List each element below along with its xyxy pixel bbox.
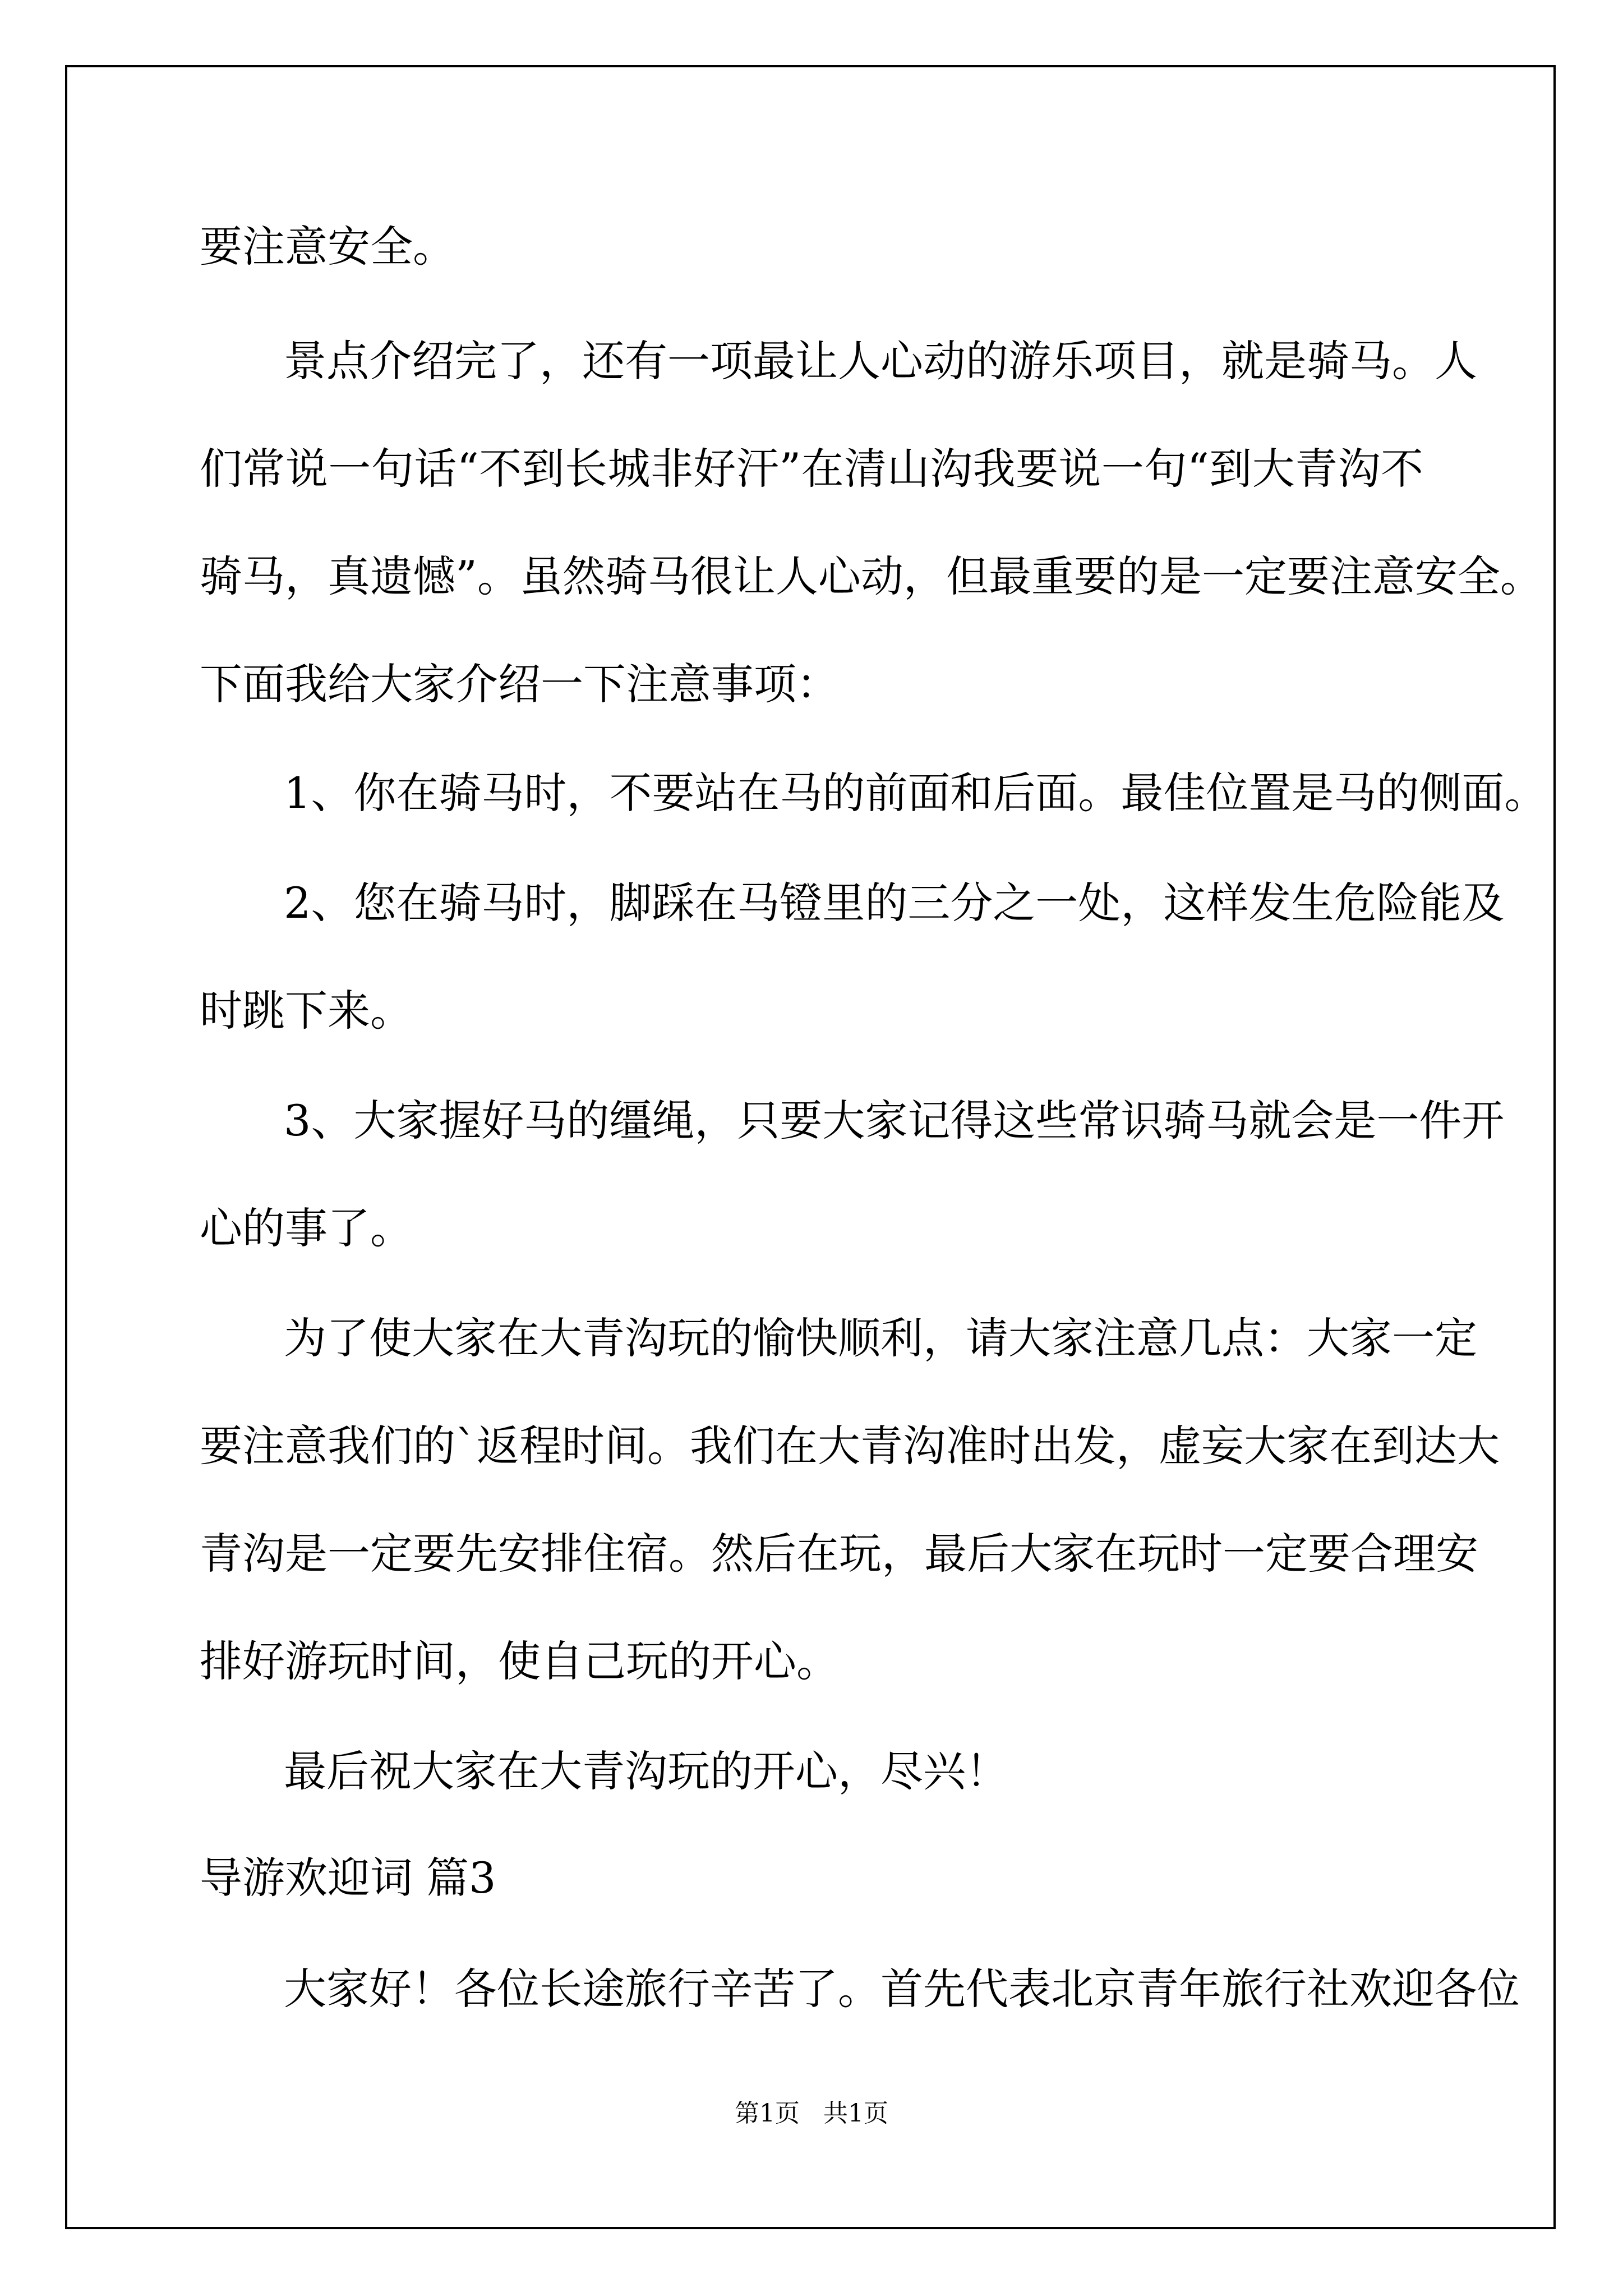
list-item: 3、大家握好马的缰绳，只要大家记得这些常识骑马就会是一件开: [284, 1096, 1505, 1145]
list-item: 2、您在骑马时，脚踩在马镫里的三分之一处，这样发生危险能及: [284, 878, 1505, 928]
paragraph-line: 排好游玩时间，使自己玩的开心。: [200, 1636, 839, 1686]
paragraph-line: 骑马，真遗憾”。虽然骑马很让人心动，但最重要的是一定要注意安全。: [200, 551, 1543, 601]
section-heading: 导游欢迎词 篇3: [200, 1853, 496, 1903]
list-item-continuation: 时跳下来。: [200, 986, 413, 1036]
paragraph-line: 们常说一句话“不到长城非好汗”在清山沟我要说一句“到大青沟不: [200, 444, 1423, 494]
text-line: 要注意安全。: [200, 222, 455, 272]
page-footer: 第1页 共1页: [735, 2099, 888, 2128]
paragraph-line: 青沟是一定要先安排住宿。然后在玩，最后大家在玩时一定要合理安: [200, 1529, 1478, 1579]
paragraph-line: 下面我给大家介绍一下注意事项：: [200, 659, 839, 709]
paragraph-line: 为了使大家在大青沟玩的愉快顺利，请大家注意几点：大家一定: [284, 1313, 1477, 1363]
list-item: 1、你在骑马时，不要站在马的前面和后面。最佳位置是马的侧面。: [284, 768, 1547, 818]
paragraph-line: 大家好！各位长途旅行辛苦了。首先代表北京青年旅行社欢迎各位: [284, 1964, 1520, 2014]
paragraph-line: 要注意我们的`返程时间。我们在大青沟准时出发，虚妄大家在到达大: [200, 1421, 1500, 1471]
paragraph-line: 最后祝大家在大青沟玩的开心，尽兴！: [284, 1746, 1008, 1796]
list-item-continuation: 心的事了。: [200, 1203, 413, 1253]
paragraph-line: 景点介绍完了，还有一项最让人心动的游乐项目，就是骑马。人: [284, 336, 1477, 386]
